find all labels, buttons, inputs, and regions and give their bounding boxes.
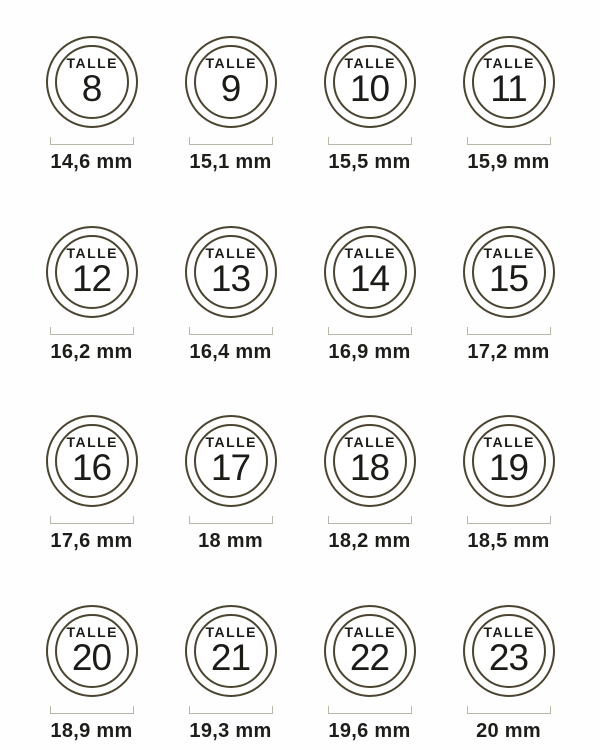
measurement-bracket-icon	[50, 327, 134, 335]
ring-inner-circle	[194, 235, 268, 309]
ring-outer-circle	[185, 415, 277, 507]
ring-size-label: TALLE	[66, 623, 119, 640]
ring-inner-circle	[333, 45, 407, 119]
ring-inner-circle	[55, 424, 129, 498]
ring-size-number: 19	[488, 447, 529, 489]
ring-outer-circle	[324, 36, 416, 128]
ring-size-cell	[161, 605, 300, 750]
ring-size-label: TALLE	[344, 55, 397, 72]
ring-size-number: 14	[349, 257, 390, 299]
ring-inner-circle	[194, 45, 268, 119]
ring-size-cell	[22, 415, 161, 561]
ring-size-label: TALLE	[344, 244, 397, 261]
ring-inner-circle	[472, 235, 546, 309]
ring-size-cell	[439, 226, 578, 372]
diameter-value: 17,2 mm	[467, 340, 550, 363]
measurement-bracket-icon	[467, 706, 551, 714]
measurement-bracket-icon	[189, 516, 273, 524]
ring-inner-circle	[55, 235, 129, 309]
ring-size-number: 8	[81, 68, 102, 110]
measurement-bracket-icon	[328, 137, 412, 145]
ring-size-label: TALLE	[483, 55, 536, 72]
diameter-value: 15,1 mm	[189, 151, 272, 173]
measurement-bracket-icon	[189, 327, 273, 335]
diameter-value: 16,2 mm	[50, 340, 133, 363]
diameter-value: 19,6 mm	[328, 719, 411, 742]
measurement-bracket-icon	[467, 516, 551, 524]
ring-size-number: 9	[220, 68, 241, 110]
diameter-value: 14,6 mm	[50, 151, 133, 173]
ring-size-label: TALLE	[66, 55, 119, 72]
measurement-bracket-icon	[50, 706, 134, 714]
ring-size-cell	[300, 415, 439, 561]
ring-size-number: 15	[488, 257, 529, 299]
ring-size-cell	[22, 226, 161, 372]
ring-inner-circle	[333, 424, 407, 498]
ring-outer-circle	[463, 226, 555, 318]
ring-size-number: 20	[71, 636, 112, 678]
diameter-value: 15,9 mm	[467, 151, 550, 173]
ring-size-cell	[439, 415, 578, 561]
diameter-value: 18 mm	[198, 530, 263, 552]
measurement-bracket-icon	[467, 327, 551, 335]
ring-inner-circle	[333, 614, 407, 688]
diameter-value: 18,2 mm	[328, 530, 411, 552]
ring-size-label: TALLE	[205, 55, 258, 72]
ring-size-cell	[439, 605, 578, 750]
ring-inner-circle	[333, 235, 407, 309]
ring-size-cell	[300, 36, 439, 182]
measurement-bracket-icon	[328, 327, 412, 335]
ring-inner-circle	[194, 614, 268, 688]
measurement-bracket-icon	[50, 516, 134, 524]
ring-size-cell	[300, 226, 439, 372]
ring-size-label: TALLE	[205, 434, 258, 451]
ring-outer-circle	[185, 226, 277, 318]
ring-inner-circle	[472, 424, 546, 498]
diameter-value: 15,5 mm	[328, 151, 411, 173]
ring-size-cell	[300, 605, 439, 750]
ring-outer-circle	[185, 605, 277, 697]
ring-inner-circle	[472, 45, 546, 119]
diameter-value: 16,4 mm	[189, 340, 272, 363]
ring-size-label: TALLE	[205, 623, 258, 640]
ring-inner-circle	[472, 614, 546, 688]
ring-outer-circle	[463, 605, 555, 697]
diameter-value: 20 mm	[476, 719, 541, 742]
ring-size-cell	[161, 226, 300, 372]
measurement-bracket-icon	[467, 137, 551, 145]
ring-size-cell	[22, 36, 161, 182]
ring-size-cell	[22, 605, 161, 750]
ring-outer-circle	[324, 605, 416, 697]
ring-size-cell	[161, 415, 300, 561]
diameter-value: 17,6 mm	[50, 530, 133, 552]
ring-outer-circle	[46, 36, 138, 128]
ring-size-number: 11	[490, 68, 527, 110]
ring-inner-circle	[55, 45, 129, 119]
ring-size-number: 10	[349, 68, 390, 110]
diameter-value: 16,9 mm	[328, 340, 411, 363]
ring-size-label: TALLE	[66, 434, 119, 451]
ring-size-cell	[161, 36, 300, 182]
ring-size-number: 16	[71, 447, 112, 489]
ring-outer-circle	[185, 36, 277, 128]
ring-size-cell	[439, 36, 578, 182]
measurement-bracket-icon	[50, 137, 134, 145]
ring-outer-circle	[46, 415, 138, 507]
ring-inner-circle	[194, 424, 268, 498]
ring-size-number: 21	[210, 636, 251, 678]
ring-outer-circle	[46, 226, 138, 318]
diameter-value: 19,3 mm	[189, 719, 272, 742]
ring-size-number: 12	[71, 257, 112, 299]
diameter-value: 18,5 mm	[467, 530, 550, 552]
ring-size-label: TALLE	[344, 434, 397, 451]
ring-size-number: 22	[349, 636, 390, 678]
ring-size-number: 23	[488, 636, 529, 678]
ring-size-number: 17	[210, 447, 251, 489]
measurement-bracket-icon	[328, 516, 412, 524]
ring-size-label: TALLE	[205, 244, 258, 261]
ring-size-label: TALLE	[483, 244, 536, 261]
ring-size-label: TALLE	[483, 623, 536, 640]
ring-outer-circle	[463, 415, 555, 507]
ring-size-label: TALLE	[66, 244, 119, 261]
ring-inner-circle	[55, 614, 129, 688]
ring-outer-circle	[324, 226, 416, 318]
ring-outer-circle	[463, 36, 555, 128]
ring-outer-circle	[46, 605, 138, 697]
measurement-bracket-icon	[189, 706, 273, 714]
ring-size-label: TALLE	[483, 434, 536, 451]
diameter-value: 18,9 mm	[50, 719, 133, 742]
measurement-bracket-icon	[328, 706, 412, 714]
measurement-bracket-icon	[189, 137, 273, 145]
ring-size-number: 13	[210, 257, 251, 299]
ring-outer-circle	[324, 415, 416, 507]
ring-size-number: 18	[349, 447, 390, 489]
ring-size-label: TALLE	[344, 623, 397, 640]
